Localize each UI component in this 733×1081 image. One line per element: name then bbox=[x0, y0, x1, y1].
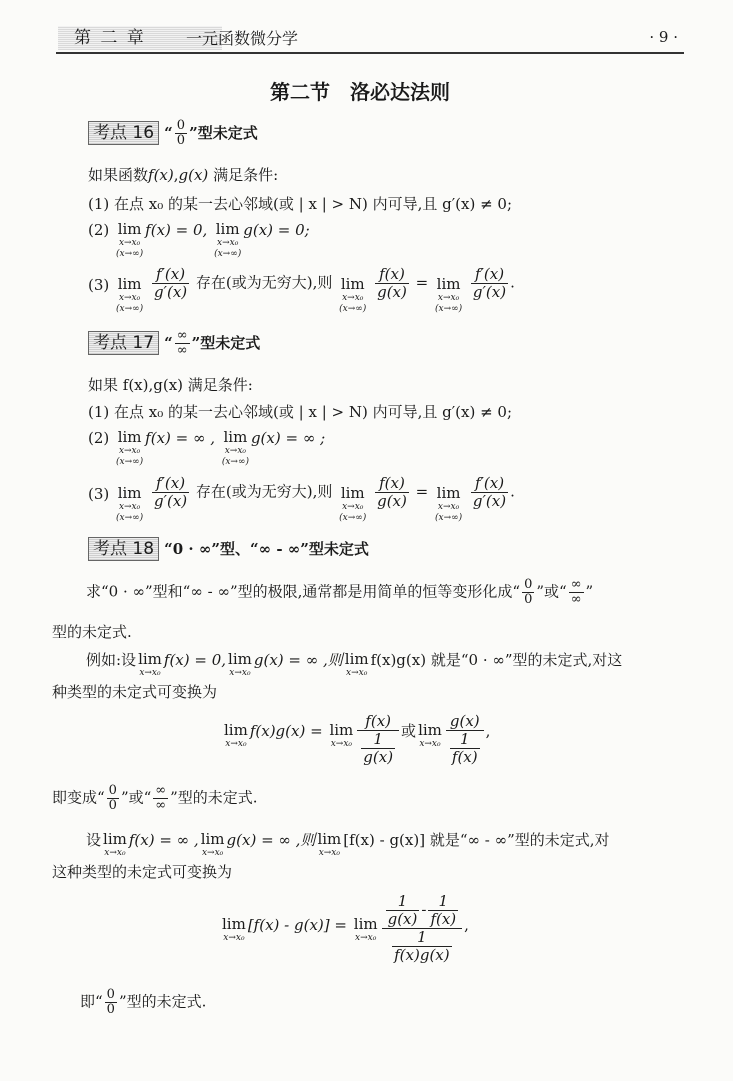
kd16-intro bbox=[88, 165, 278, 185]
condition-label: (1) bbox=[88, 403, 110, 421]
fraction-denominator bbox=[382, 929, 463, 964]
lim-sub: x→x₀ bbox=[139, 668, 161, 678]
lim-sub-inf: (x→∞) bbox=[339, 513, 367, 523]
fraction-numerator: 0 bbox=[108, 783, 117, 798]
lim-sub: x→x₀ bbox=[437, 502, 460, 512]
text: ”型的未定式. bbox=[118, 992, 207, 1011]
text: 设 bbox=[86, 831, 102, 849]
lim-operator bbox=[116, 484, 143, 524]
lim-operator bbox=[116, 275, 143, 315]
kd18-heading bbox=[88, 537, 369, 561]
kd18-paragraph-1 bbox=[86, 578, 593, 607]
lim-sub: x→x₀ bbox=[419, 739, 441, 749]
fx-limit: f(x) = 0, bbox=[163, 651, 227, 669]
fraction-numerator: 1 bbox=[450, 731, 480, 749]
lim-operator bbox=[138, 650, 162, 679]
compound-fraction bbox=[382, 893, 463, 964]
kd18-example-1-tail: 种类型的未定式可变换为 bbox=[52, 683, 218, 701]
lim-sub-inf: (x→∞) bbox=[214, 249, 242, 259]
lim-sub-inf: (x→∞) bbox=[221, 457, 249, 467]
lim-sub-inf: (x→∞) bbox=[339, 304, 367, 314]
fraction-denominator: 0 bbox=[524, 592, 533, 607]
lim-sub: x→x₀ bbox=[118, 293, 141, 303]
derivative-ratio bbox=[152, 475, 189, 510]
lim-operator bbox=[224, 721, 248, 750]
lim-sub: x→x₀ bbox=[342, 293, 364, 303]
kd16-condition-2 bbox=[88, 220, 310, 260]
lim-operator bbox=[354, 915, 378, 944]
lim-sub: x→x₀ bbox=[437, 293, 460, 303]
zero-fraction bbox=[105, 988, 117, 1017]
lim-word: lim bbox=[418, 721, 442, 739]
lim-word: lim bbox=[223, 428, 248, 446]
fraction-denominator: ∞ bbox=[176, 343, 188, 358]
text: [f(x) - g(x)] 就是“∞ - ∞”型的未定式,对 bbox=[343, 831, 610, 849]
lim-sub-inf: (x→∞) bbox=[116, 249, 144, 259]
fx-limit: f(x) = 0, bbox=[145, 221, 208, 239]
lim-sub-inf: (x→∞) bbox=[116, 304, 144, 314]
kd16-title: ”型未定式 bbox=[189, 124, 258, 142]
lim-operator bbox=[222, 915, 246, 944]
kd16-heading bbox=[88, 119, 258, 148]
intro-tail: 满足条件: bbox=[213, 166, 279, 184]
fraction-numerator: g(x) bbox=[446, 713, 484, 731]
lim-word: lim bbox=[317, 830, 342, 848]
equals: = bbox=[415, 482, 429, 501]
fraction-numerator: 1 bbox=[392, 929, 451, 947]
compound-fraction bbox=[446, 713, 484, 766]
lim-sub: x→x₀ bbox=[330, 739, 353, 749]
fraction-numerator: f(x) bbox=[375, 266, 409, 284]
lim-operator bbox=[435, 275, 462, 315]
product: f(x)g(x) bbox=[249, 722, 306, 740]
lim-sub-inf: (x→∞) bbox=[116, 513, 144, 523]
condition-text: 存在(或为无穷大),则 bbox=[195, 482, 333, 501]
fraction-numerator: 0 bbox=[524, 577, 533, 592]
lim-word: lim bbox=[222, 915, 246, 933]
lim-sub: x→x₀ bbox=[118, 446, 141, 456]
text: f(x)g(x) 就是“0 · ∞”型的未定式,对这 bbox=[370, 651, 623, 669]
fraction-numerator: ∞ bbox=[155, 783, 167, 798]
lim-sub: x→x₀ bbox=[118, 238, 141, 248]
lim-operator bbox=[116, 428, 143, 468]
period: . bbox=[510, 273, 515, 292]
fx: f(x) bbox=[148, 166, 174, 184]
condition-text: 在点 x₀ 的某一去心邻域(或 | x | > N) 内可导,且 g′(x) ≠ 0; bbox=[114, 195, 513, 213]
gx-limit: g(x) = ∞ ; bbox=[250, 429, 326, 447]
zero-fraction bbox=[107, 784, 119, 813]
kd17-infinity-fraction bbox=[175, 329, 190, 358]
fraction-numerator: f′(x) bbox=[152, 475, 189, 493]
lim-word: lim bbox=[215, 220, 240, 238]
condition-label: (3) bbox=[88, 276, 110, 294]
fraction-denominator: f(x) bbox=[451, 748, 478, 766]
kd17-quote-open: “ bbox=[164, 334, 173, 352]
lim-operator bbox=[222, 428, 249, 468]
equals: = bbox=[310, 722, 323, 740]
fraction-numerator: f(x) bbox=[357, 713, 399, 731]
function-ratio bbox=[375, 266, 409, 301]
kd16-condition-3 bbox=[88, 265, 515, 314]
fraction-denominator: ∞ bbox=[570, 592, 582, 607]
inner-fraction bbox=[428, 893, 458, 928]
fraction-numerator: 1 bbox=[386, 893, 420, 911]
section-title: 第二节 洛必达法则 bbox=[270, 80, 450, 104]
page-number: · 9 · bbox=[649, 28, 678, 46]
kd18-tag: 考点 18 bbox=[88, 537, 159, 561]
compound-fraction bbox=[357, 713, 399, 766]
condition-label: (3) bbox=[88, 485, 110, 503]
fx-limit: f(x) = ∞ , bbox=[128, 831, 199, 849]
lim-word: lim bbox=[353, 915, 378, 933]
condition-label: (2) bbox=[88, 221, 110, 239]
lim-sub: x→x₀ bbox=[118, 502, 141, 512]
infinity-fraction bbox=[153, 784, 168, 813]
condition-label: (2) bbox=[88, 429, 110, 447]
chapter-label: 第 二 章 bbox=[58, 26, 222, 50]
lim-word: lim bbox=[344, 650, 369, 668]
kd18-title: “0 · ∞”型、“∞ - ∞”型未定式 bbox=[164, 540, 369, 558]
condition-text: 存在(或为无穷大),则 bbox=[195, 273, 333, 292]
kd16-zero-fraction bbox=[175, 119, 187, 148]
lim-word: lim bbox=[117, 275, 142, 293]
lim-word: lim bbox=[117, 428, 142, 446]
kd18-result-1 bbox=[52, 784, 258, 813]
fraction-denominator: g(x) bbox=[387, 910, 418, 928]
running-header bbox=[56, 22, 684, 54]
lim-sub: x→x₀ bbox=[201, 848, 224, 858]
fraction-denominator: 0 bbox=[176, 133, 186, 148]
lim-sub-inf: (x→∞) bbox=[435, 304, 463, 314]
fraction-denominator: ∞ bbox=[155, 798, 167, 813]
fraction-numerator bbox=[382, 893, 463, 929]
function-ratio bbox=[375, 475, 409, 510]
lim-operator bbox=[228, 650, 252, 679]
fraction-numerator: f′(x) bbox=[471, 266, 508, 284]
infinity-fraction bbox=[569, 578, 584, 607]
equals: = bbox=[334, 916, 347, 934]
lim-operator bbox=[339, 275, 366, 315]
text: ” bbox=[585, 582, 594, 601]
lim-sub: x→x₀ bbox=[104, 848, 126, 858]
fx-limit: f(x) = ∞ , bbox=[145, 429, 216, 447]
lim-sub: x→x₀ bbox=[225, 739, 247, 749]
lim-sub: x→x₀ bbox=[318, 848, 340, 858]
fraction-numerator: f′(x) bbox=[152, 266, 189, 284]
fraction-numerator: 0 bbox=[106, 987, 115, 1002]
fraction-numerator: f′(x) bbox=[471, 475, 508, 493]
gx-limit: g(x) = ∞ ,则 bbox=[226, 831, 316, 849]
kd18-example-2 bbox=[86, 830, 610, 859]
kd18-paragraph-1-tail: 型的未定式. bbox=[52, 623, 132, 641]
lim-word: lim bbox=[117, 220, 142, 238]
lim-operator bbox=[116, 220, 143, 260]
lim-sub-inf: (x→∞) bbox=[435, 513, 463, 523]
kd16-quote-open: “ bbox=[164, 124, 173, 142]
kd17-condition-2 bbox=[88, 428, 325, 468]
lim-word: lim bbox=[103, 830, 127, 848]
text: ”或“ bbox=[536, 582, 567, 601]
lim-operator bbox=[329, 721, 353, 750]
lim-word: lim bbox=[340, 275, 365, 293]
period: . bbox=[510, 482, 515, 501]
lim-operator bbox=[214, 220, 241, 260]
kd17-condition-1 bbox=[88, 402, 512, 422]
fraction-denominator bbox=[446, 731, 484, 766]
inner-fraction bbox=[361, 731, 395, 766]
lim-word: lim bbox=[224, 721, 248, 739]
or: 或 bbox=[401, 722, 417, 740]
text: ”或“ bbox=[120, 788, 152, 807]
lim-sub-inf: (x→∞) bbox=[116, 457, 144, 467]
lim-operator bbox=[339, 484, 366, 524]
minus: - bbox=[421, 900, 427, 919]
fraction-denominator: 0 bbox=[106, 1002, 115, 1017]
derivative-ratio bbox=[471, 475, 508, 510]
fraction-numerator: 1 bbox=[361, 731, 395, 749]
lim-sub: x→x₀ bbox=[355, 933, 377, 943]
fraction-denominator: g′(x) bbox=[472, 283, 507, 301]
text: 例如:设 bbox=[86, 651, 137, 669]
chapter-title: 一元函数微分学 bbox=[186, 29, 299, 48]
gx-limit: g(x) = 0; bbox=[243, 221, 310, 239]
fraction-denominator: g′(x) bbox=[472, 492, 507, 510]
condition-label: (1) bbox=[88, 195, 110, 213]
lim-operator bbox=[418, 721, 442, 750]
fraction-denominator: g′(x) bbox=[153, 283, 188, 301]
fraction-denominator: f(x) bbox=[430, 910, 457, 928]
kd18-result-2 bbox=[80, 988, 206, 1017]
equation-2 bbox=[220, 893, 469, 964]
inner-fraction bbox=[392, 929, 451, 964]
lim-sub: x→x₀ bbox=[346, 668, 368, 678]
lim-word: lim bbox=[340, 484, 365, 502]
kd17-condition-3 bbox=[88, 474, 515, 523]
comma: , bbox=[485, 722, 491, 740]
gx: g(x) bbox=[178, 166, 209, 184]
lim-sub: x→x₀ bbox=[342, 502, 364, 512]
condition-text: 在点 x₀ 的某一去心邻域(或 | x | > N) 内可导,且 g′(x) ≠ 0; bbox=[114, 403, 513, 421]
lim-sub: x→x₀ bbox=[217, 238, 239, 248]
kd16-tag: 考点 16 bbox=[88, 121, 159, 145]
gx-limit: g(x) = ∞ ,则 bbox=[253, 651, 343, 669]
text: 求“0 · ∞”型和“∞ - ∞”型的极限,通常都是用简单的恒等变形化成“ bbox=[86, 582, 521, 601]
lim-operator bbox=[103, 830, 127, 859]
text: 即“ bbox=[80, 992, 103, 1011]
lim-sub: x→x₀ bbox=[223, 933, 245, 943]
fraction-numerator: f(x) bbox=[375, 475, 409, 493]
fraction-denominator: f(x)g(x) bbox=[394, 946, 450, 964]
text: 即变成“ bbox=[52, 788, 105, 807]
lim-sub: x→x₀ bbox=[229, 668, 251, 678]
lim-word: lim bbox=[228, 650, 252, 668]
lim-operator bbox=[435, 484, 462, 524]
kd16-condition-1 bbox=[88, 194, 512, 214]
fraction-denominator: 0 bbox=[108, 798, 117, 813]
kd17-title: ”型未定式 bbox=[191, 334, 261, 352]
fraction-denominator: g(x) bbox=[363, 748, 394, 766]
lim-operator bbox=[345, 650, 369, 679]
fraction-denominator: g′(x) bbox=[153, 492, 188, 510]
kd17-heading bbox=[88, 329, 260, 358]
fraction-numerator: ∞ bbox=[176, 328, 188, 343]
inner-fraction bbox=[450, 731, 480, 766]
equals: = bbox=[415, 273, 429, 292]
lim-word: lim bbox=[329, 721, 354, 739]
lim-word: lim bbox=[117, 484, 142, 502]
comma: , bbox=[464, 916, 469, 934]
fraction-denominator bbox=[357, 731, 399, 766]
kd17-intro: 如果 f(x),g(x) 满足条件: bbox=[88, 376, 253, 394]
intro-text: 如果函数 bbox=[88, 166, 149, 184]
equation-1 bbox=[222, 713, 490, 766]
lim-operator bbox=[317, 830, 341, 859]
kd18-example-2-tail: 这种类型的未定式可变换为 bbox=[52, 863, 233, 881]
lim-word: lim bbox=[200, 830, 225, 848]
zero-fraction bbox=[522, 578, 534, 607]
kd17-tag: 考点 17 bbox=[88, 331, 159, 355]
lim-word: lim bbox=[138, 650, 162, 668]
derivative-ratio bbox=[152, 266, 189, 301]
fraction-denominator: g(x) bbox=[377, 492, 407, 510]
fraction-numerator: 1 bbox=[428, 893, 458, 911]
lim-operator bbox=[201, 830, 225, 859]
lim-word: lim bbox=[436, 484, 461, 502]
kd18-example-1 bbox=[86, 650, 622, 679]
fraction-numerator: ∞ bbox=[570, 577, 582, 592]
fraction-denominator: g(x) bbox=[377, 283, 407, 301]
fraction-numerator: 0 bbox=[176, 118, 186, 133]
difference: [f(x) - g(x)] bbox=[247, 916, 330, 934]
lim-sub: x→x₀ bbox=[224, 446, 247, 456]
lim-word: lim bbox=[436, 275, 461, 293]
text: ”型的未定式. bbox=[170, 788, 258, 807]
comma: , bbox=[173, 166, 179, 184]
derivative-ratio bbox=[471, 266, 508, 301]
inner-fraction bbox=[386, 893, 420, 928]
